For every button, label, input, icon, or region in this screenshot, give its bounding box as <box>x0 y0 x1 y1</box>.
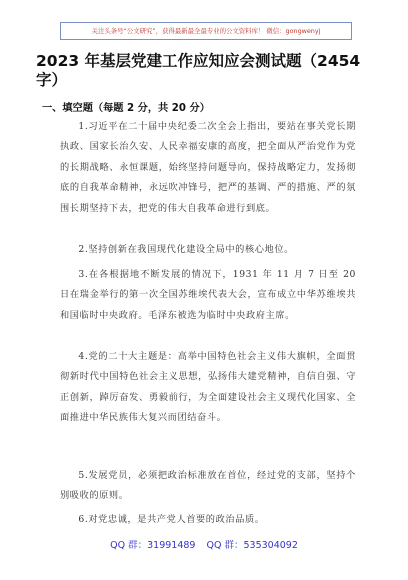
page-title: 2023 年基层党建工作应知应会测试题（2454 字） <box>36 52 361 89</box>
question-item-2: 2.坚持创新在我国现代化建设全局中的核心地位。 <box>78 244 294 255</box>
question-item-1: 1.习近平在二十届中央纪委二次全会上指出，要站在事关党长期执政、国家长治久安、人民幸福安康的高度，把全面从严治党作为党的长期战略、永恒课题，始终坚持问题导向，保持战略定力，发扬彻底的自我革命精神，永远吹冲锋号，把严的基调、严的措施、严的氛围长期坚持下去，把党的伟大自我革命进行到底。 <box>60 121 356 214</box>
question-item-4: 4.党的二十大主题是：高举中国特色社会主义伟大旗帜，全面贯彻新时代中国特色社会主义思想，弘扬伟大建党精神，自信自强、守正创新，踔厉奋发、勇毅前行，为全面建设社会主义现代化国家、全面推进中华民族伟大复兴而团结奋斗。 <box>60 351 356 424</box>
question-item-3: 3.在各根据地不断发展的情况下，1931 年 11 月 7 日至 20 日在瑞金举行的第一次全国苏维埃代表大会，宣布成立中华苏维埃共和国临时中央政府。毛泽东被选为临时中央政府主席。 <box>60 269 356 321</box>
footer-qq-group-1: QQ 群：31991489 <box>110 540 196 551</box>
section-heading: 一、填空题（每题 2 分，共 20 分） <box>42 103 210 114</box>
footer-contact <box>0 537 408 551</box>
question-item-5: 5.发展党员，必须把政治标准放在首位，经过党的支部，坚持个别吸收的原则。 <box>60 470 356 502</box>
question-item-6: 6.对党忠诚，是共产党人首要的政治品质。 <box>78 514 265 525</box>
header-banner: 关注头条号“公文研究”，获得最新最全最专业的公文资料库！ 微信：gongwenyj <box>60 22 352 40</box>
footer-qq-group-2: QQ 群：535304092 <box>206 540 298 551</box>
